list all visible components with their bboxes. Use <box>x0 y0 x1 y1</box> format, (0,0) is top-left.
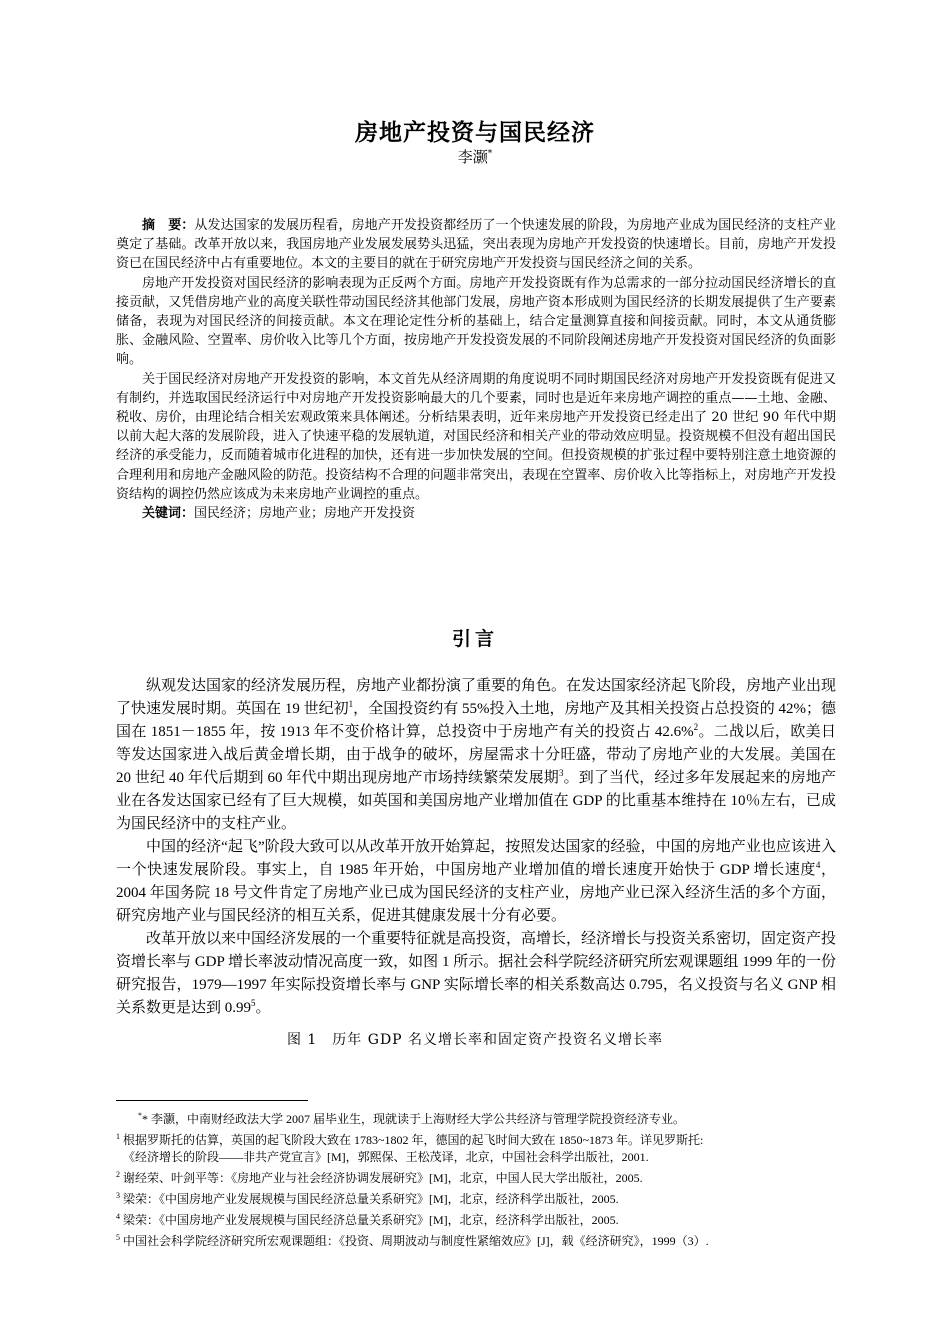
footnote-2 <box>116 1166 846 1187</box>
abstract-label: 摘 要： <box>142 218 195 233</box>
footnote-divider <box>116 1100 308 1101</box>
footnote-text: 梁荣：《中国房地产业发展规模与国民经济总量关系研究》[M]，北京，经济科学出版社，2005. <box>120 1213 619 1227</box>
footnotes-block <box>116 1107 846 1250</box>
footnote-text: 根据罗斯托的估算，英国的起飞阶段大致在 1783~1802 年，德国的起飞时间大致在 1850~1873 年。详见罗斯托: <box>120 1133 704 1147</box>
footnote-ref-3: 3 <box>558 768 564 778</box>
footnote-ref-5: 5 <box>251 998 256 1008</box>
footnote-1 <box>116 1128 846 1149</box>
footnote-4 <box>116 1208 846 1229</box>
author-line <box>0 146 950 167</box>
body-text-run: 。到了当代，经过多年发展起来的房地产业在各发达国家已经有了巨大规模，如英国和美国房地产业增加值在 GDP 的比重基本维持在 10％左右，已成为国民经济中的支柱产业。 <box>116 770 836 832</box>
footnote-ref-1: 1 <box>348 699 354 709</box>
body-text-run: 改革开放以来中国经济发展的一个重要特征就是高投资，高增长，经济增长与投资关系密切，固定资产投资增长率与 GDP 增长率波动情况高度一致，如图 1 所示。据社会科学院经济研究所宏观课题组 1999 年的一份研究报告，1979—1997 年实际投资增长率与 GNP 实际增长率的相关系数高达 0.795，名义投资与名义 GNP 相关系数更是达到 0.99 <box>116 931 837 1016</box>
body-text-run: 中国的经济“起飞”阶段大致可以从改革开放开始算起，按照发达国家的经验，中国的房地产业也应该进入一个快速发展阶段。事实上，自 1985 年开始，中国房地产业增加值的增长速度开始快于 GDP 增长速度 <box>116 839 836 878</box>
footnote-3 <box>116 1187 846 1208</box>
figure-caption: 图 1 历年 GDP 名义增长率和固定资产投资名义增长率 <box>286 1032 664 1048</box>
footnote-mark: 3 <box>116 1191 120 1200</box>
footnote-1-continued: 《经济增长的阶段——非共产党宣言》[M]，郭熙保、王松茂译，北京，中国社会科学出版社，2001. <box>123 1150 649 1164</box>
author-footnote-mark: * <box>487 149 493 159</box>
footnote-mark: 4 <box>116 1212 120 1221</box>
body-text-run: 。 <box>255 1000 271 1016</box>
footnote-text: 谢经荣、叶剑平等：《房地产业与社会经济协调发展研究》[M]，北京，中国人民大学出版社，2005. <box>120 1171 643 1185</box>
body-text-run: 纵观发达国家的经济发展历程，房地产业都扮演了重要的角色。在发达国家经济起飞阶段，房地产业出现了快速发展时期。英国在 19 世纪初 <box>116 678 837 717</box>
footnote-ref-4: 4 <box>815 860 821 870</box>
keywords-text: 国民经济；房地产业；房地产开发投资 <box>194 506 416 522</box>
paper-title: 房地产投资与国民经济 <box>355 120 595 146</box>
abstract-block <box>116 216 836 523</box>
footnote-mark: * <box>138 1111 142 1120</box>
abstract-paragraph-2: 房地产开发投资对国民经济的影响表现为正反两个方面。房地产开发投资既有作为总需求的一部分拉动国民经济增长的直接贡献，又凭借房地产业的高度关联性带动国民经济其他部门发展，房地产资本形成则为国民经济的长期发展提供了生产要素储备，表现为对国民经济的间接贡献。本文在理论定性分析的基础上，结合定量测算直接和间接贡献。同时，本文从通货膨胀、金融风险、空置率、房价收入比等几个方面，按房地产开发投资发展的不同阶段阐述房地产开发投资对国民经济的负面影响。 <box>116 275 836 368</box>
footnote-text: 中国社会科学院经济研究所宏观课题组：《投资、周期波动与制度性紧缩效应》[J]，载《经济研究》，1999（3）. <box>120 1234 709 1248</box>
footnote-text: 梁荣：《中国房地产业发展规模与国民经济总量关系研究》[M]，北京，经济科学出版社，2005. <box>120 1192 619 1206</box>
footnote-mark: 1 <box>116 1132 120 1141</box>
abstract-text-1: 从发达国家的发展历程看，房地产开发投资都经历了一个快速发展的阶段，为房地产业成为国民经济的支柱产业奠定了基础。改革开放以来，我国房地产业发展发展势头迅猛，突出表现为房地产开发投资的快速增长。目前，房地产开发投资已在国民经济中占有重要地位。本文的主要目的就在于研究房地产开发投资与国民经济之间的关系。 <box>116 218 836 272</box>
footnote-author <box>116 1107 846 1128</box>
footnote-ref-2: 2 <box>693 722 699 732</box>
keywords-line <box>116 504 836 523</box>
body-text-run: ，2004 年国务院 18 号文件肯定了房地产业已成为国民经济的支柱产业，房地产业已深入经济生活的多个方面，研究房地产业与国民经济的相互关系，促进其健康发展十分有必要。 <box>116 862 836 924</box>
author-name: 李灏 <box>457 148 488 166</box>
body-paragraph-3 <box>116 928 836 1020</box>
footnote-5 <box>116 1229 846 1250</box>
abstract-paragraph-3: 关于国民经济对房地产开发投资的影响，本文首先从经济周期的角度说明不同时期国民经济对房地产开发投资既有促进又有制约，并选取国民经济运行中对房地产开发投资影响最大的几个要素，同时也是近年来房地产调控的重点——土地、金融、税收、房价，由理论结合相关宏观政策来具体阐述。分析结果表明，近年来房地产开发投资已经走出了 20 世纪 90 年代中期以前大起大落的发展阶段，进入了快速平稳的发展轨道，对国民经济和相关产业的带动效应明显。投资规模不但没有超出国民经济的承受能力，反而随着城市化进程的加快，还有进一步加快发展的空间。但投资规模的扩张过程中要特别注意土地资源的合理利用和房地产金融风险的防范。投资结构不合理的问题非常突出，表现在空置率、房价收入比等指标上，对房地产开发投资结构的调控仍然应该成为未来房地产业调控的重点。 <box>116 371 836 502</box>
footnote-mark: 5 <box>116 1233 120 1242</box>
body-paragraph-1 <box>116 675 836 836</box>
keywords-label: 关键词： <box>142 506 195 522</box>
body-text <box>116 675 836 1020</box>
body-text-run: 。二战以后，欧美日等发达国家进入战后黄金增长期，由于战争的破坏，房屋需求十分旺盛，带动了房地产业的大发展。美国在 20 世纪 40 年代后期到 60 年代中期出现房地产市场持续繁荣发展期 <box>116 724 836 786</box>
abstract-paragraph-1 <box>116 216 836 274</box>
footnote-mark: 2 <box>116 1170 120 1179</box>
section-heading: 引言 <box>451 628 498 650</box>
body-paragraph-2 <box>116 836 836 928</box>
body-text-run: ，全国投资约有 55%投入土地，房地产及其相关投资占总投资的 42%；德国在 1851－1855 年，按 1913 年不变价格计算，总投资中于房地产有关的投资占 42.6% <box>116 701 836 740</box>
footnote-text: * 李灏，中南财经政法大学 2007 届毕业生，现就读于上海财经大学公共经济与管理学院投资经济专业。 <box>142 1112 686 1126</box>
